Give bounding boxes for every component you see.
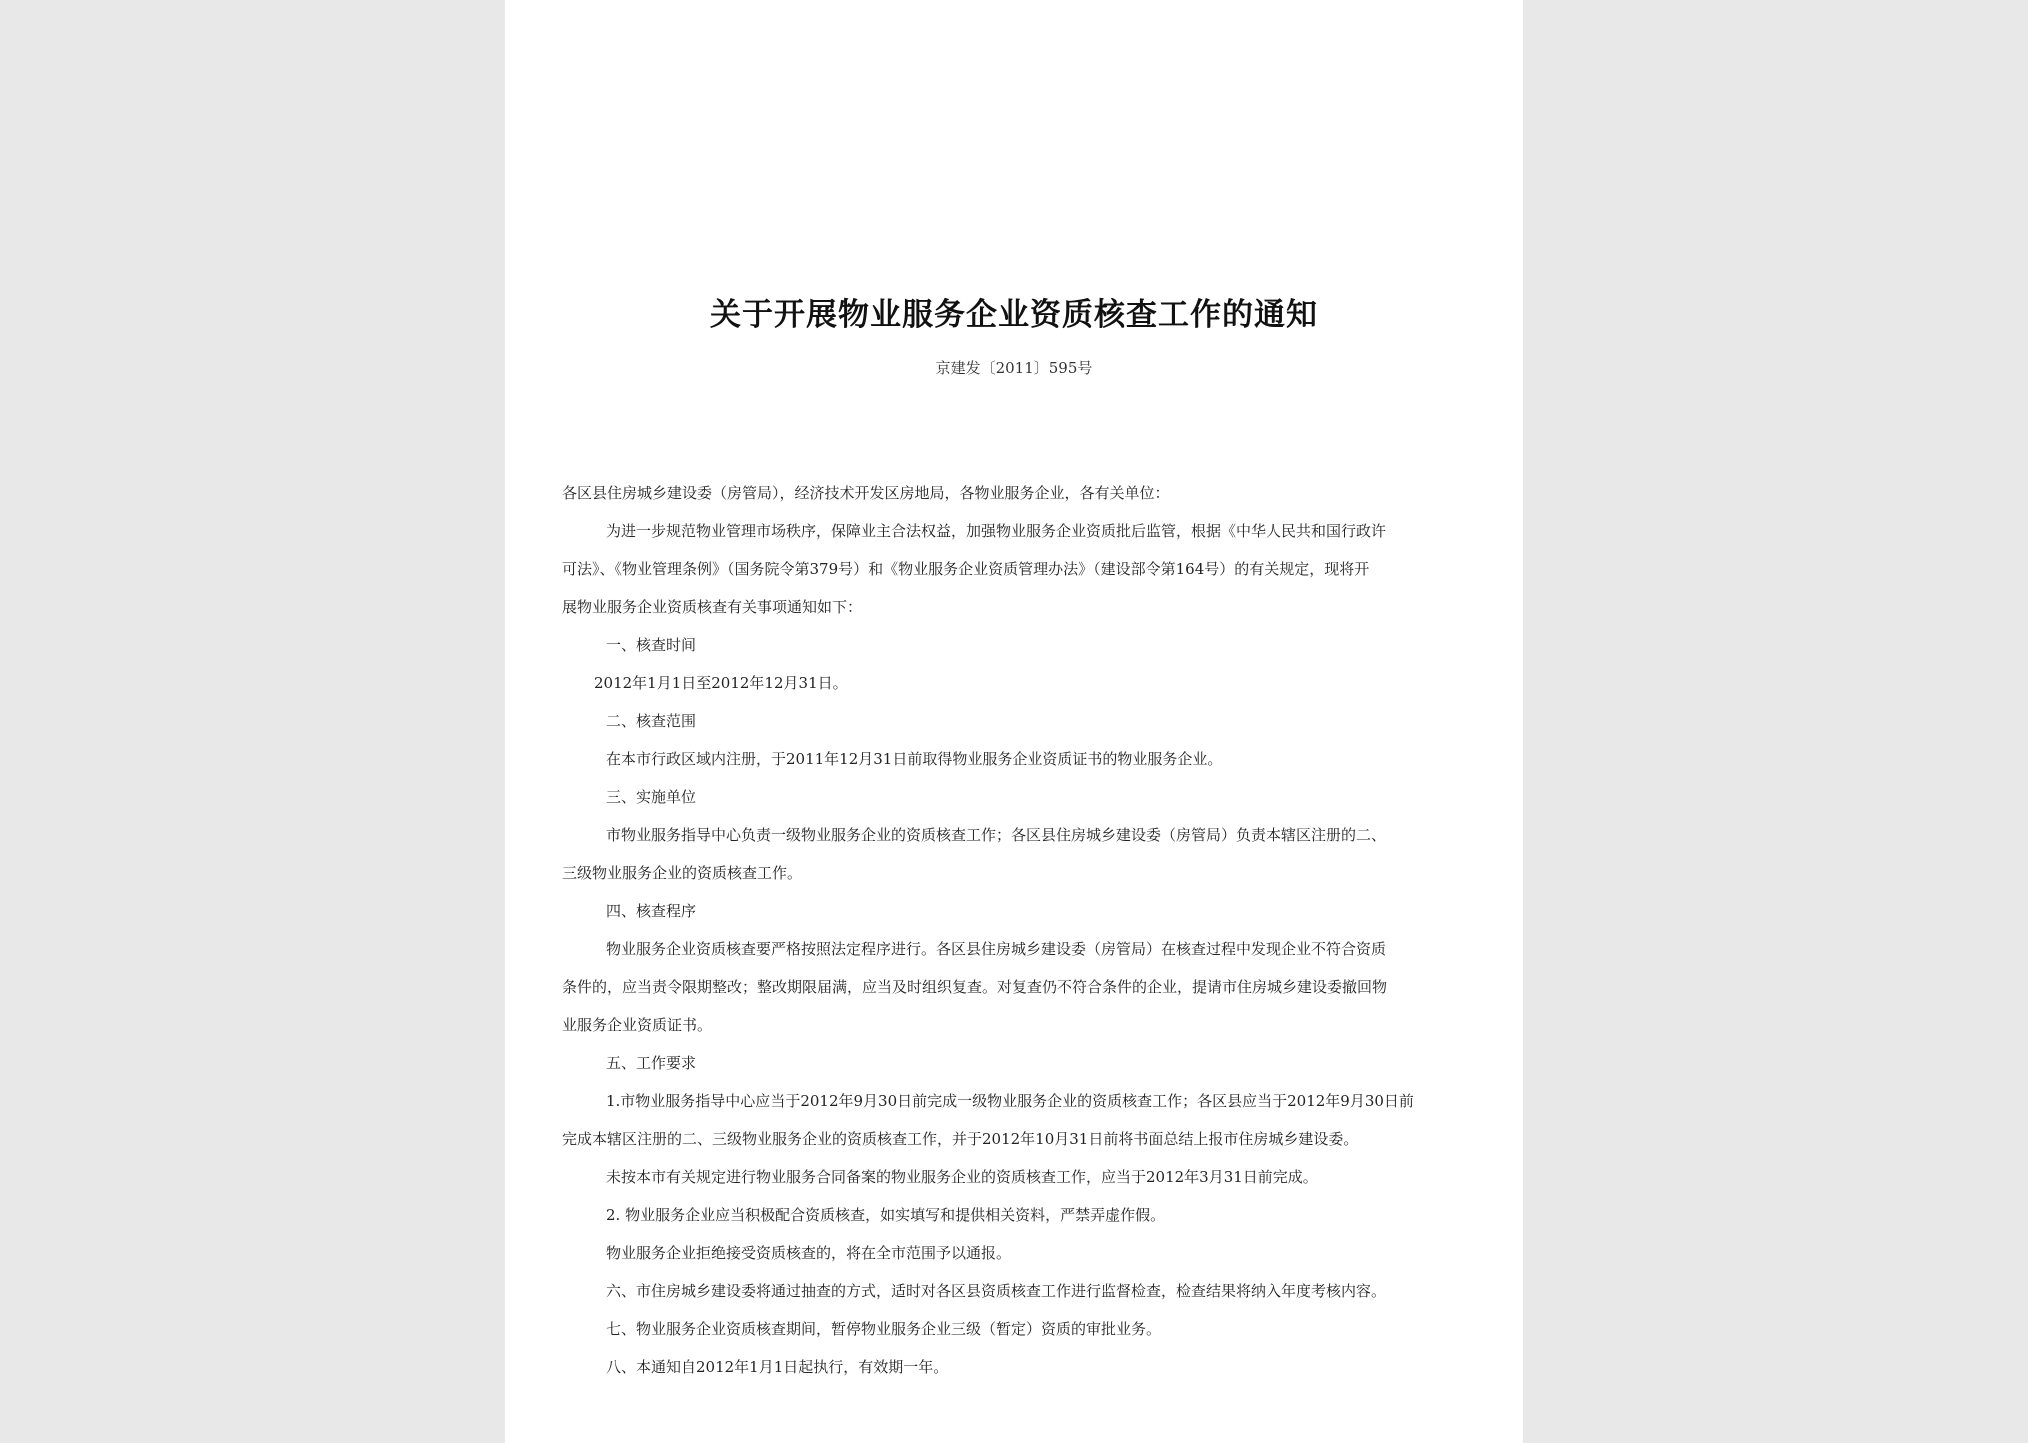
document-line: 四、核查程序 <box>606 902 697 920</box>
document-line: 条件的，应当责令限期整改；整改期限届满，应当及时组织复查。对复查仍不符合条件的企业，提请市住房城乡建设委撤回物 <box>562 978 1388 996</box>
document-line: 物业服务企业资质核查要严格按照法定程序进行。各区县住房城乡建设委（房管局）在核查过程中发现企业不符合资质 <box>606 940 1387 958</box>
document-line: 五、工作要求 <box>606 1054 697 1072</box>
document-line: 二、核查范围 <box>606 712 697 730</box>
document-line: 六、市住房城乡建设委将通过抽查的方式，适时对各区县资质核查工作进行监督检查，检查结果将纳入年度考核内容。 <box>606 1282 1387 1300</box>
document-line: 各区县住房城乡建设委（房管局），经济技术开发区房地局，各物业服务企业，各有关单位： <box>562 484 1170 502</box>
document-line: 业服务企业资质证书。 <box>562 1016 713 1034</box>
document-line: 一、核查时间 <box>606 636 697 654</box>
document-line: 市物业服务指导中心负责一级物业服务企业的资质核查工作；各区县住房城乡建设委（房管局）负责本辖区注册的二、 <box>606 826 1387 844</box>
document-line: 七、物业服务企业资质核查期间，暂停物业服务企业三级（暂定）资质的审批业务。 <box>606 1320 1162 1338</box>
document-line: 三级物业服务企业的资质核查工作。 <box>562 864 803 882</box>
document-line: 为进一步规范物业管理市场秩序，保障业主合法权益，加强物业服务企业资质批后监管，根据《中华人民共和国行政许 <box>606 522 1387 540</box>
document-page <box>505 0 1523 1443</box>
document-line: 三、实施单位 <box>606 788 697 806</box>
document-line: 完成本辖区注册的二、三级物业服务企业的资质核查工作，并于2012年10月31日前将书面总结上报市住房城乡建设委。 <box>562 1130 1359 1148</box>
document-line: 2012年1月1日至2012年12月31日。 <box>594 674 848 692</box>
document-line: 2. 物业服务企业应当积极配合资质核查，如实填写和提供相关资料，严禁弄虚作假。 <box>606 1206 1166 1224</box>
document-line: 1.市物业服务指导中心应当于2012年9月30日前完成一级物业服务企业的资质核查工作；各区县应当于2012年9月30日前 <box>606 1092 1414 1110</box>
document-body <box>562 478 1472 1390</box>
document-line: 未按本市有关规定进行物业服务合同备案的物业服务企业的资质核查工作，应当于2012年3月31日前完成。 <box>606 1168 1318 1186</box>
document-line: 可法》、《物业管理条例》（国务院令第379号）和《物业服务企业资质管理办法》（建设部令第164号）的有关规定，现将开 <box>562 560 1370 578</box>
document-number: 京建发〔2011〕595号 <box>935 359 1093 377</box>
document-line: 展物业服务企业资质核查有关事项通知如下： <box>562 598 863 616</box>
document-line: 物业服务企业拒绝接受资质核查的，将在全市范围予以通报。 <box>606 1244 1012 1262</box>
document-line: 八、本通知自2012年1月1日起执行，有效期一年。 <box>606 1358 949 1376</box>
document-line: 在本市行政区域内注册，于2011年12月31日前取得物业服务企业资质证书的物业服务企业。 <box>606 750 1223 768</box>
document-title: 关于开展物业服务企业资质核查工作的通知 <box>710 297 1318 333</box>
